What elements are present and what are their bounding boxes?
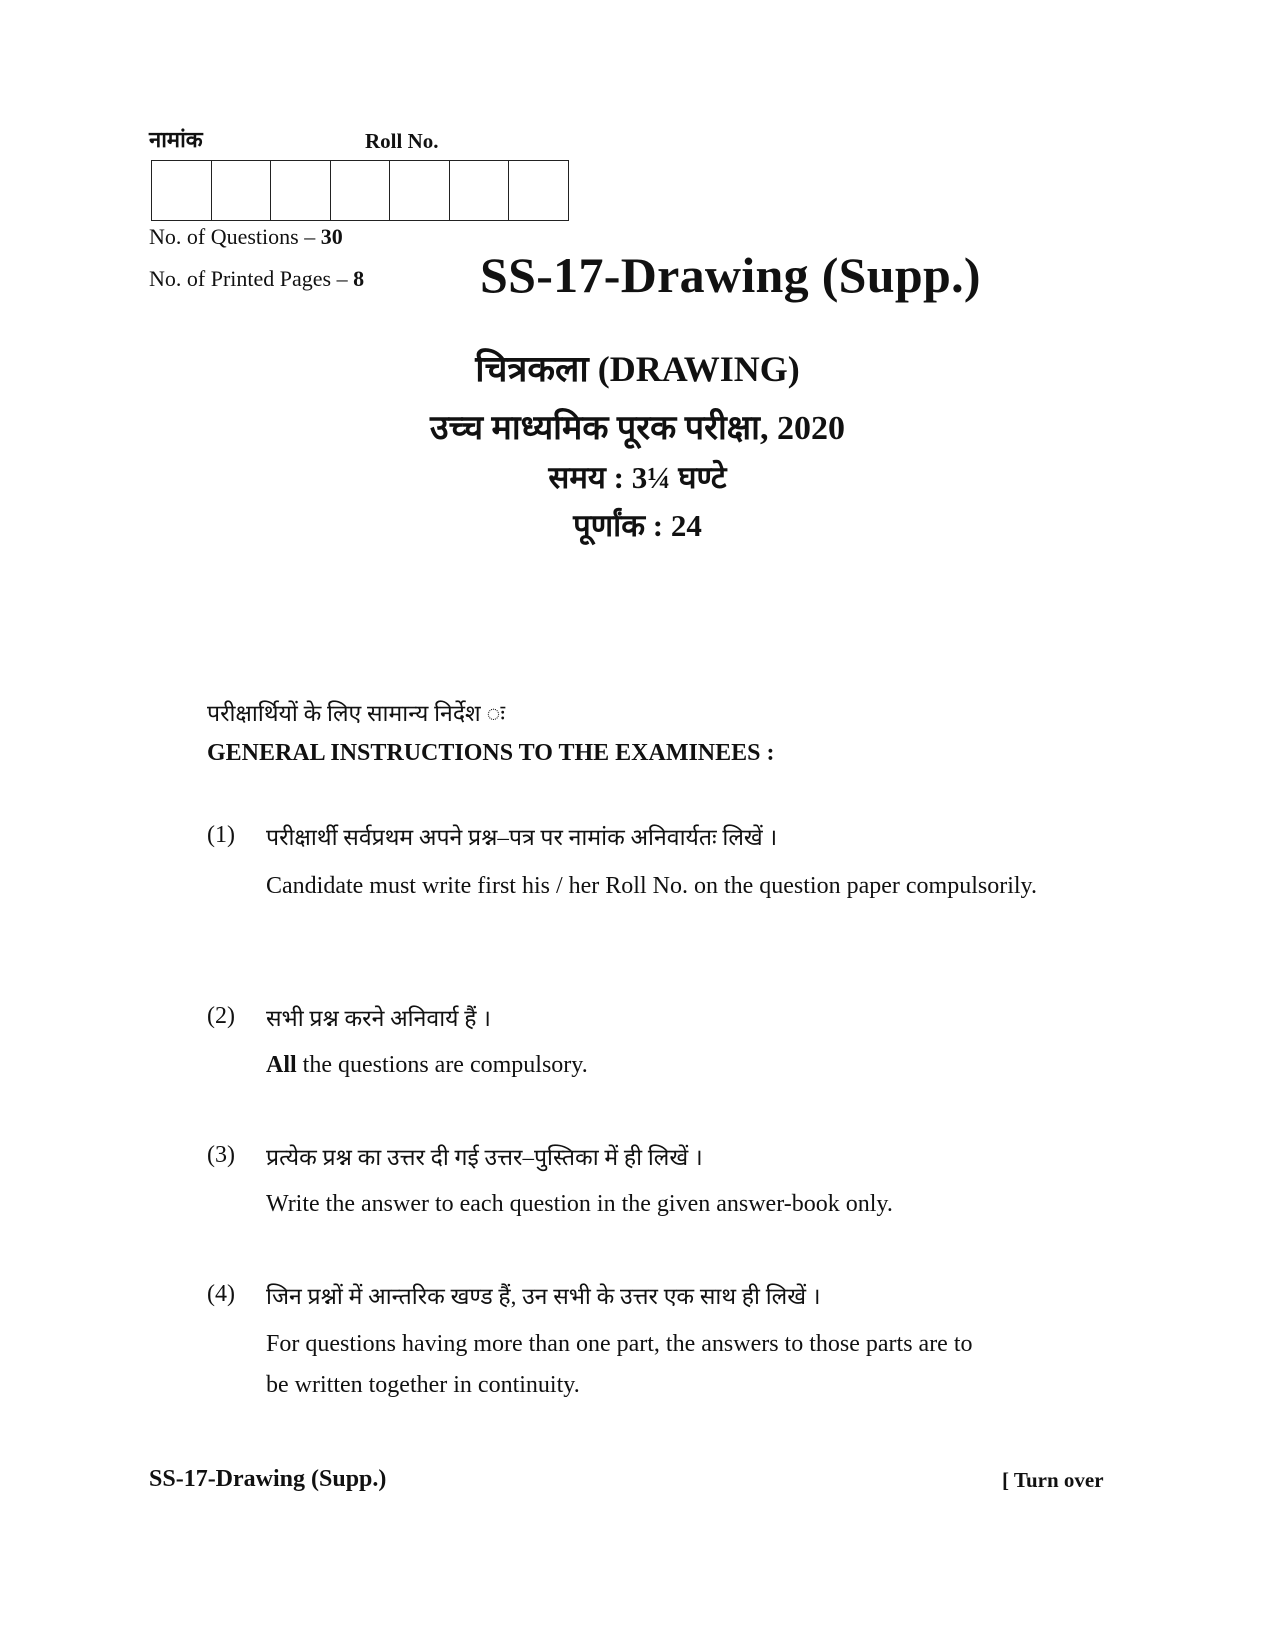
instruction-english [266,1324,1102,1406]
roll-digit-box[interactable] [152,161,212,220]
instruction-english: Write the answer to each question in the given answer-book only. [266,1191,893,1217]
instruction-number: (3) [207,1142,235,1168]
subject-title: चित्रकला (DRAWING) [475,349,800,389]
instruction-hindi: प्रत्येक प्रश्न का उत्तर दी गई उत्तर–पुस्तिका में ही लिखें । [266,1145,703,1170]
roll-label-hindi: नामांक [149,127,203,152]
roll-digit-box[interactable] [450,161,510,220]
exam-title: उच्च माध्यमिक पूरक परीक्षा, 2020 [430,410,845,447]
turn-over-note: [ Turn over [1002,1468,1104,1492]
instruction-hindi: जिन प्रश्नों में आन्तरिक खण्ड हैं, उन सभी के उत्तर एक साथ ही लिखें । [266,1284,821,1309]
footer-paper-code: SS-17-Drawing (Supp.) [149,1466,387,1492]
roll-digit-box[interactable] [331,161,391,220]
roll-digit-box[interactable] [390,161,450,220]
instruction-hindi: सभी प्रश्न करने अनिवार्य हैं । [266,1006,491,1031]
instruction-number: (4) [207,1281,235,1307]
exam-duration: समय : 3¼ घण्टे [548,460,727,495]
instruction-english: Candidate must write first his / her Roll No. on the question paper compulsorily. [266,873,1037,899]
instruction-english-line: For questions having more than one part, the answers to those parts are to [266,1331,973,1357]
instruction-number: (2) [207,1003,235,1029]
roll-digit-box[interactable] [212,161,272,220]
instruction-english-text: the questions are compulsory. [296,1052,588,1078]
instruction-number: (1) [207,822,235,848]
instructions-heading-hindi: परीक्षार्थियों के लिए सामान्य निर्देश ः [207,701,505,726]
roll-digit-box[interactable] [509,161,569,220]
instruction-english [266,1045,1102,1086]
questions-value: 30 [320,224,343,249]
instruction-hindi: परीक्षार्थी सर्वप्रथम अपने प्रश्न–पत्र पर नामांक अनिवार्यतः लिखें । [266,825,778,850]
roll-digit-box[interactable] [271,161,331,220]
maximum-marks: पूर्णांक : 24 [573,508,702,543]
number-of-pages [149,266,364,292]
roll-label-english: Roll No. [365,129,439,153]
instruction-english-line: be written together in continuity. [266,1372,580,1398]
instruction-emphasis: All [266,1052,297,1078]
number-of-questions [149,224,343,250]
instructions-heading-english: GENERAL INSTRUCTIONS TO THE EXAMINEES : [207,740,775,766]
pages-label: No. of Printed Pages – [149,266,354,291]
questions-label: No. of Questions – [149,224,321,249]
roll-number-boxes [151,160,569,221]
pages-value: 8 [353,266,365,291]
paper-code-title: SS-17-Drawing (Supp.) [480,247,981,303]
